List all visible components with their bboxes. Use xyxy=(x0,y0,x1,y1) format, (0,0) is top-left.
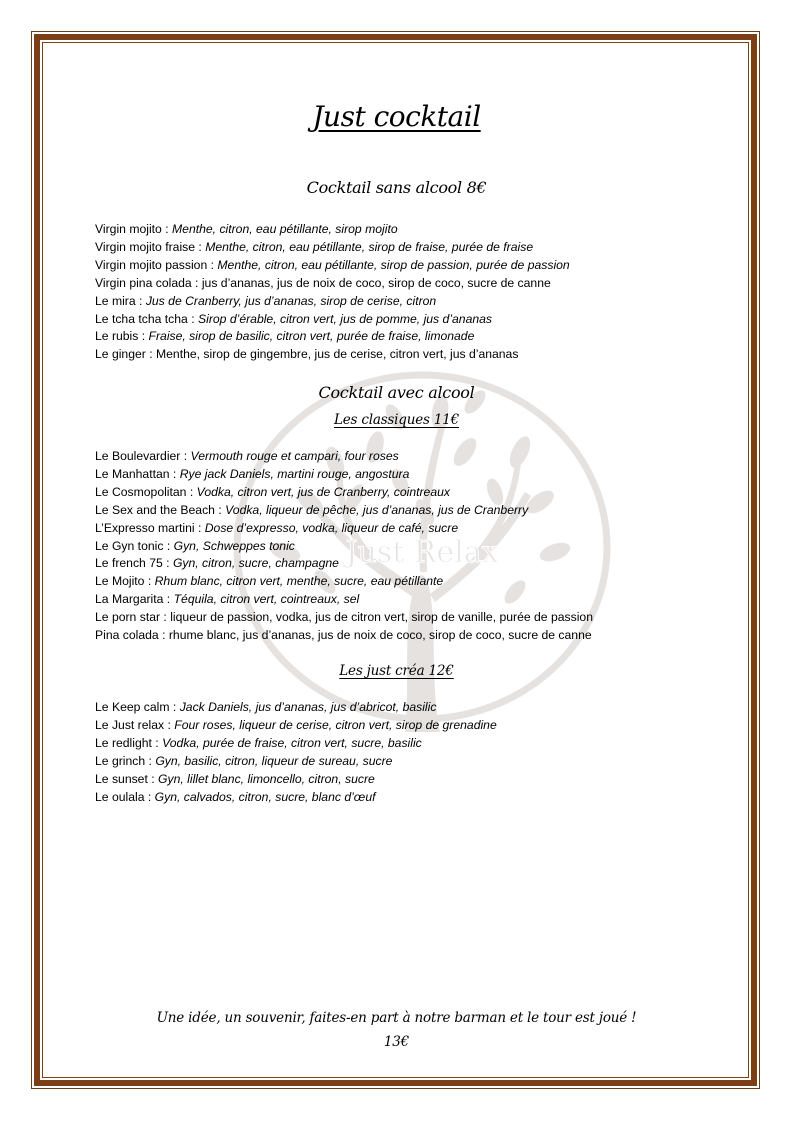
menu-item: Le tcha tcha tcha : Sirop d’érable, citron vert, jus de pomme, jus d’ananas xyxy=(95,311,493,326)
menu-item-description: Jack Daniels, jus d’ananas, jus d’abricot, basilic xyxy=(179,700,437,714)
menu-item-name: Le Just relax xyxy=(95,717,165,732)
menu-item: Le Keep calm : Jack Daniels, jus d’ananas, jus d’abricot, basilic xyxy=(95,700,437,714)
section-heading-sans-alcool: Cocktail sans alcool 8€ xyxy=(306,178,487,197)
subheading-just-crea: Les just créa 12€ xyxy=(339,663,454,679)
menu-item: Virgin mojito passion : Menthe, citron, eau pétillante, sirop de passion, purée de passion xyxy=(95,257,570,272)
menu-item-name: Le Manhattan xyxy=(95,466,170,481)
menu-item-name: Virgin mojito passion xyxy=(95,257,208,272)
menu-item: Le redlight : Vodka, purée de fraise, citron vert, sucre, basilic xyxy=(95,735,422,750)
menu-item-name: Le Boulevardier xyxy=(95,449,181,463)
footer-price: 13€ xyxy=(383,1034,410,1050)
menu-item: Virgin mojito fraise : Menthe, citron, eau pétillante, sirop de fraise, purée de fraise xyxy=(95,239,534,254)
menu-item: Le Boulevardier : Vermouth rouge et campari, four roses xyxy=(95,449,399,463)
menu-title: Just cocktail xyxy=(312,100,481,133)
menu-item-description: Gyn, citron, sucre, champagne xyxy=(172,556,339,571)
menu-item: Le Manhattan : Rye jack Daniels, martini rouge, angostura xyxy=(95,466,410,481)
menu-item: Le rubis : Fraise, sirop de basilic, citron vert, purée de fraise, limonade xyxy=(95,329,475,344)
menu-item-description: Vodka, citron vert, jus de Cranberry, cointreaux xyxy=(196,484,450,499)
menu-item: Le grinch : Gyn, basilic, citron, liqueur de sureau, sucre xyxy=(95,753,393,768)
menu-item: Le Cosmopolitan : Vodka, citron vert, jus de Cranberry, cointreaux xyxy=(95,484,450,499)
menu-item: Le Gyn tonic : Gyn, Schweppes tonic xyxy=(95,538,295,553)
menu-item-description: jus d’ananas, jus de noix de coco, sirop de coco, sucre de canne xyxy=(201,275,551,290)
menu-item-name: Virgin pina colada xyxy=(95,275,192,290)
menu-item-name: Le tcha tcha tcha xyxy=(95,311,188,326)
menu-item-name: Virgin mojito xyxy=(95,222,162,236)
menu-item: Virgin mojito : Menthe, citron, eau pétillante, sirop mojito xyxy=(95,222,398,236)
menu-item-description: Gyn, calvados, citron, sucre, blanc d’œuf xyxy=(154,789,376,804)
menu-item-description: Four roses, liqueur de cerise, citron vert, sirop de grenadine xyxy=(174,717,497,732)
menu-item: Le oulala : Gyn, calvados, citron, sucre, blanc d’œuf xyxy=(95,789,376,804)
menu-item-description: Dose d’expresso, vodka, liqueur de café, sucre xyxy=(204,520,459,535)
menu-item-description: Sirop d’érable, citron vert, jus de pomme, jus d’ananas xyxy=(198,311,493,326)
menu-item-name: Le Sex and the Beach xyxy=(95,502,215,517)
menu-item-description: Menthe, sirop de gingembre, jus de cerise, citron vert, jus d’ananas xyxy=(156,347,519,362)
menu-item-description: Rhum blanc, citron vert, menthe, sucre, eau pétillante xyxy=(154,574,444,589)
menu-item: Le porn star : liqueur de passion, vodka, jus de citron vert, sirop de vanille, purée de passion xyxy=(95,610,593,625)
menu-item-description: rhume blanc, jus d’ananas, jus de noix de coco, sirop de coco, sucre de canne xyxy=(168,628,592,643)
menu-item-name: Le french 75 xyxy=(95,556,163,571)
list-just-crea xyxy=(95,699,497,806)
section-heading-avec-alcool: Cocktail avec alcool xyxy=(318,383,475,402)
menu-item-name: Le sunset xyxy=(95,771,148,786)
menu-item: La Margarita : Téquila, citron vert, cointreaux, sel xyxy=(95,592,360,607)
menu-item-description: Vodka, liqueur de pêche, jus d’ananas, jus de Cranberry xyxy=(225,502,529,517)
menu-item-description: Téquila, citron vert, cointreaux, sel xyxy=(173,592,360,607)
list-classiques xyxy=(95,448,593,645)
menu-item-description: Menthe, citron, eau pétillante, sirop mojito xyxy=(172,222,398,236)
menu-item-name: Le ginger xyxy=(95,347,146,362)
menu-item: Le Mojito : Rhum blanc, citron vert, menthe, sucre, eau pétillante xyxy=(95,574,444,589)
menu-item-name: Le oulala xyxy=(95,789,145,804)
menu-item-description: Menthe, citron, eau pétillante, sirop de fraise, purée de fraise xyxy=(205,239,534,254)
menu-item-description: Rye jack Daniels, martini rouge, angostura xyxy=(179,466,410,481)
menu-item-name: Le Keep calm xyxy=(95,700,170,714)
list-sans-alcool xyxy=(95,221,570,364)
menu-item-name: Pina colada xyxy=(95,628,159,643)
menu-item-description: Menthe, citron, eau pétillante, sirop de passion, purée de passion xyxy=(217,257,570,272)
menu-item-description: Vermouth rouge et campari, four roses xyxy=(190,449,399,463)
menu-item-name: Le porn star xyxy=(95,610,161,625)
footer-message: Une idée, un souvenir, faites-en part à notre barman et le tour est joué ! xyxy=(156,1010,637,1026)
menu-item-description: Vodka, purée de fraise, citron vert, sucre, basilic xyxy=(162,735,422,750)
menu-item-description: Gyn, basilic, citron, liqueur de sureau, sucre xyxy=(155,753,393,768)
menu-item-name: Le Cosmopolitan xyxy=(95,484,187,499)
menu-item: L’Expresso martini : Dose d’expresso, vodka, liqueur de café, sucre xyxy=(95,520,459,535)
subheading-classiques: Les classiques 11€ xyxy=(334,412,459,428)
menu-item-name: La Margarita xyxy=(95,592,164,607)
menu-item-name: Le mira xyxy=(95,293,136,308)
menu-item: Le Just relax : Four roses, liqueur de cerise, citron vert, sirop de grenadine xyxy=(95,717,497,732)
menu-item: Virgin pina colada : jus d’ananas, jus de noix de coco, sirop de coco, sucre de canne xyxy=(95,275,551,290)
watermark-text: Just Relax xyxy=(345,535,499,570)
menu-item-name: Le grinch xyxy=(95,753,146,768)
menu-item: Le sunset : Gyn, lillet blanc, limoncello, citron, sucre xyxy=(95,771,375,786)
menu-item: Le ginger : Menthe, sirop de gingembre, jus de cerise, citron vert, jus d’ananas xyxy=(95,347,519,362)
menu-item: Pina colada : rhume blanc, jus d’ananas, jus de noix de coco, sirop de coco, sucre de canne xyxy=(95,628,592,643)
menu-item-name: Le redlight xyxy=(95,735,152,750)
menu-item-name: Virgin mojito fraise xyxy=(95,239,196,254)
menu-item: Le french 75 : Gyn, citron, sucre, champagne xyxy=(95,556,339,571)
menu-item-description: Gyn, lillet blanc, limoncello, citron, sucre xyxy=(158,771,375,786)
menu-item-description: Gyn, Schweppes tonic xyxy=(173,538,295,553)
menu-item: Le Sex and the Beach : Vodka, liqueur de pêche, jus d’ananas, jus de Cranberry xyxy=(95,502,529,517)
menu-item: Le mira : Jus de Cranberry, jus d’ananas, sirop de cerise, citron xyxy=(95,293,437,308)
menu-item-name: L’Expresso martini xyxy=(95,520,195,535)
menu-item-name: Le rubis xyxy=(95,329,139,344)
menu-item-description: liqueur de passion, vodka, jus de citron vert, sirop de vanille, purée de passion xyxy=(170,610,593,625)
menu-item-description: Fraise, sirop de basilic, citron vert, purée de fraise, limonade xyxy=(148,329,475,344)
menu-item-name: Le Mojito xyxy=(95,574,145,589)
menu-item-description: Jus de Cranberry, jus d’ananas, sirop de cerise, citron xyxy=(145,293,437,308)
menu-item-name: Le Gyn tonic xyxy=(95,538,164,553)
